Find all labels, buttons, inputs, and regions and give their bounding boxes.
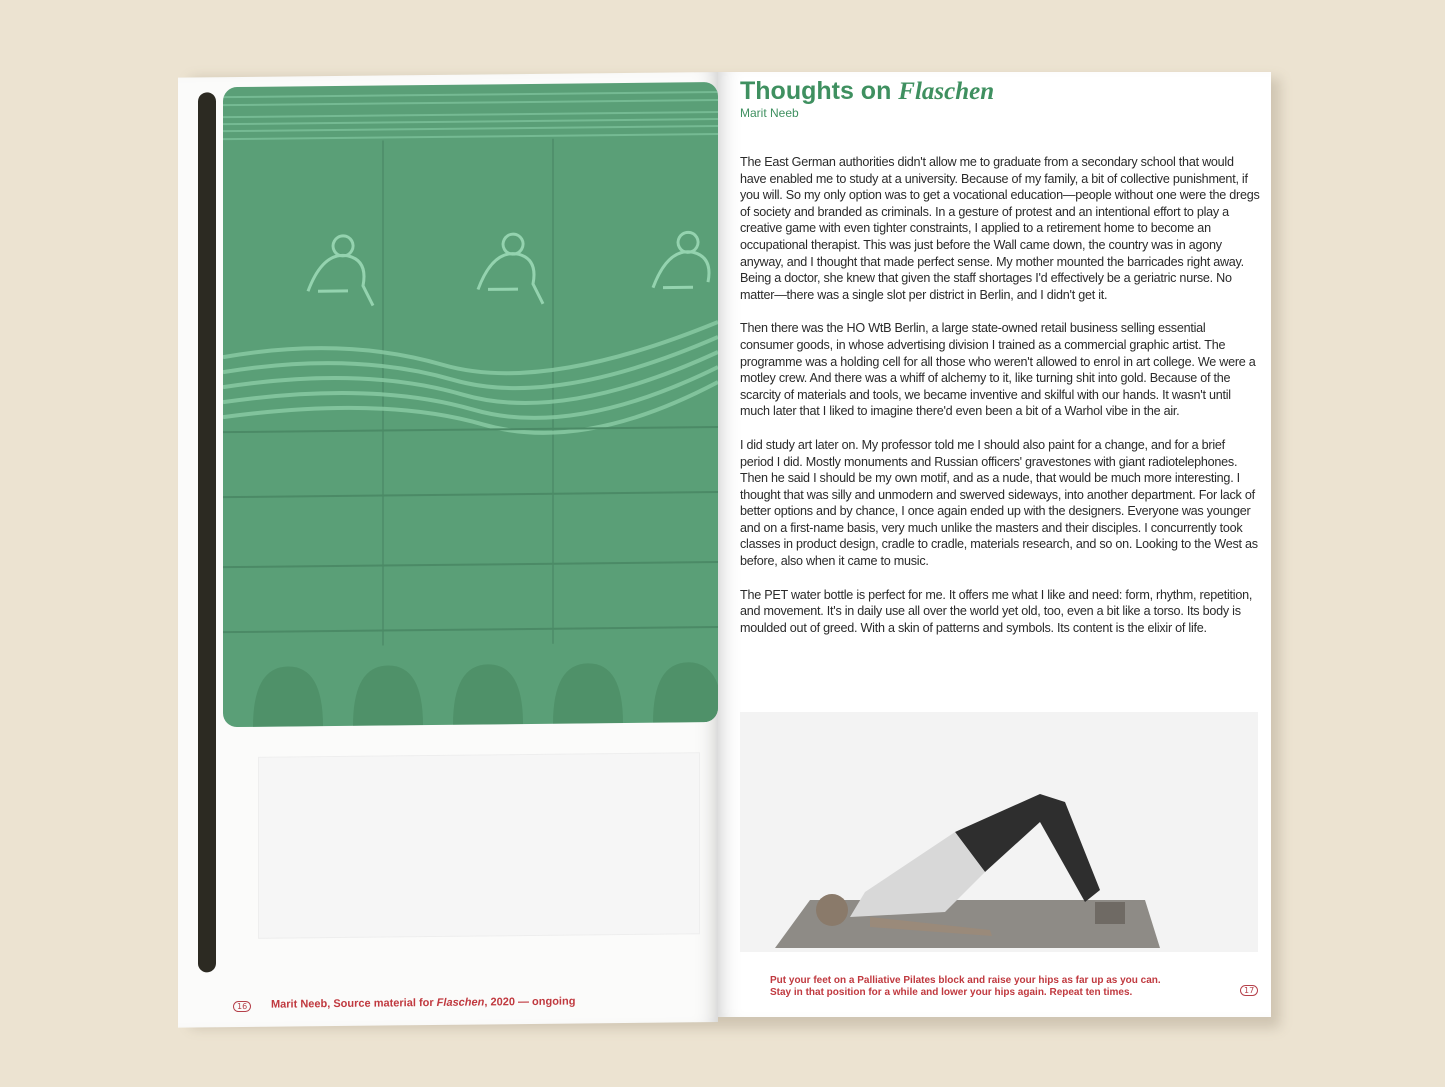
left-caption (271, 995, 575, 1010)
photo-caption-line: Put your feet on a Palliative Pilates block and raise your hips as far up as you can. (770, 975, 1161, 986)
black-spine-bar (198, 92, 216, 972)
article-body (740, 154, 1260, 653)
paragraph: I did study art later on. My professor told me I should also paint for a change, and for a brief period I did. Mostly monuments and Russian officers' gravestones with giant radiotelephones. Then he said I should be my own motif, and as a nude, that would be much more interesting. I thought that was silly and unmodern and swerved sideways, into another department. For lack of better options and by chance, I once again ended up with the designers. Everyone was younger and on a first-name basis, very much unlike the masters and their disciples. I concurrently took classes in product design, cradle to cradle, materials research, and so on. Looking to the West as before, also when it came to music. (740, 437, 1258, 569)
title-prefix: Thoughts on (740, 77, 899, 105)
right-page-number: 17 (1240, 985, 1258, 996)
caption-prefix: Marit Neeb, Source material for (271, 996, 437, 1011)
caption-suffix: , 2020 — ongoing (484, 995, 576, 1009)
bottle-pattern-illustration (223, 82, 718, 727)
head (816, 894, 848, 926)
right-page (718, 72, 1271, 1017)
paragraph: The East German authorities didn't allow me to graduate from a secondary school that would have enabled me to study at a university. Because of my family, a bit of collective punishment, if you will. So my only option was to get a vocational education—people without one were the dregs of society and branded as criminals. In a gesture of protest and an intentional effort to play a creative game with even tighter constraints, I applied to a retirement home to become an occupational therapist. This was just before the Wall came down, the country was in agony anyway, and I thought that made perfect sense. My mother mounted the barricades right away. Being a doctor, she knew that given the staff shortages I'd effectively be a geriatric nurse. No matter—there was a single slot per district in Berlin, and I didn't get it. (740, 155, 1260, 302)
pilates-block (1095, 902, 1125, 924)
article-title (740, 77, 994, 106)
left-page (178, 72, 718, 1028)
left-page-number: 16 (233, 1001, 251, 1012)
photo-caption (770, 975, 1230, 999)
legs (955, 794, 1100, 902)
pilates-photo (740, 712, 1258, 952)
show-through-ghost (258, 752, 700, 939)
paragraph: The PET water bottle is perfect for me. It offers me what I like and need: form, rhythm, repetition, and movement. It's in daily use all over the world yet old, too, even a bit like a torso. Its body is moulded out of greed. With a skin of patterns and symbols. Its content is the elixir of life. (740, 587, 1253, 635)
bottle-pattern-image (223, 82, 718, 727)
paragraph: Then there was the HO WtB Berlin, a large state-owned retail business selling essential consumer goods, in whose advertising division I trained as a commercial graphic artist. The programme was a holding cell for all those who weren't allowed to enrol in art college. We were a motley crew. And there was a whiff of alchemy to it, like turning shit into gold. Because of the scarcity of materials and tools, we became inventive and skilful with our hands. It wasn't until much later that I liked to imagine there'd even been a bit of a Warhol vibe in the air. (740, 321, 1256, 419)
author-name: Marit Neeb (740, 106, 799, 120)
photo-caption-line: Stay in that position for a while and lower your hips again. Repeat ten times. (770, 987, 1133, 998)
pilates-figure-illustration (740, 712, 1258, 952)
caption-title: Flaschen (436, 996, 485, 1009)
title-italic: Flaschen (898, 78, 995, 105)
